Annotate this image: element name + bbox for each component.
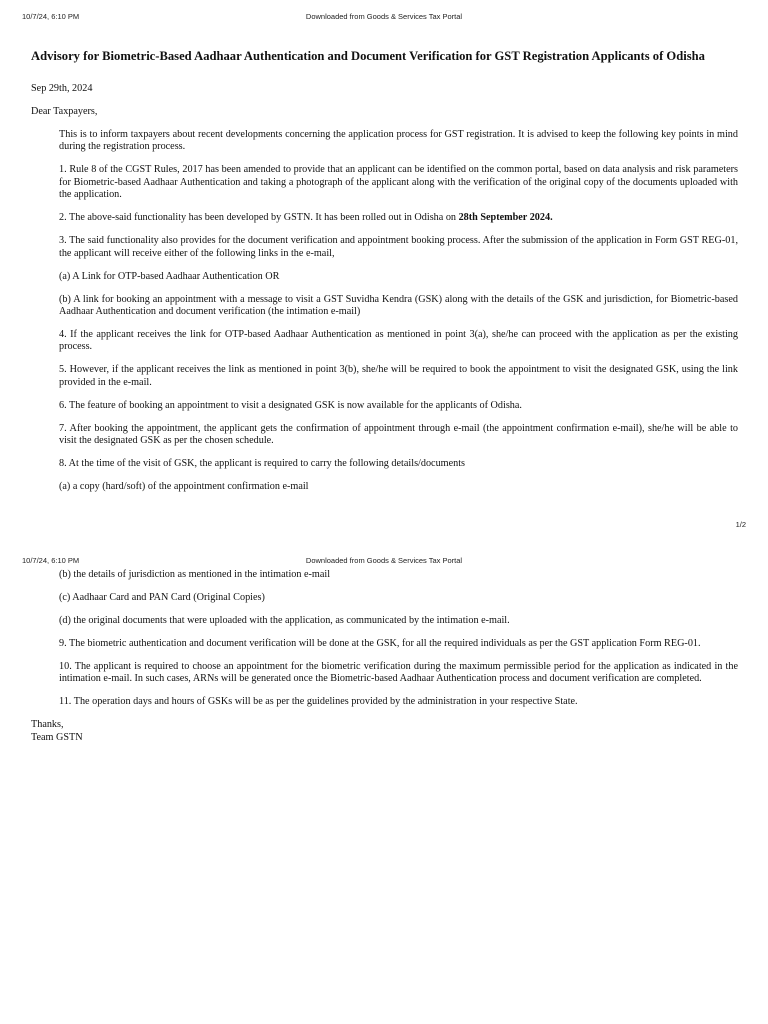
point-8b: (b) the details of jurisdiction as mentioned in the intimation e-mail (59, 569, 331, 580)
point-8d: (d) the original documents that were uploaded with the application, as communicated by the intimation e-mail. (59, 615, 510, 626)
point-3b: (b) A link for booking an appointment with a message to visit a GST Suvidha Kendra (GSK) along with the details of the GSK and jurisdiction, for Biometric-based Aadhaar Authentication and document verification (the intimation e-mail) (59, 293, 738, 318)
closing-thanks: Thanks, (31, 719, 64, 731)
print-source: Downloaded from Goods & Services Tax Portal (305, 12, 463, 21)
point-3: 3. The said functionality also provides for the document verification and appointment booking process. After the submission of the application in Form GST REG-01, the applicant will receive either of the following links in the e-mail, (59, 235, 738, 259)
point-10: 10. The applicant is required to choose an appointment for the biometric verification during the maximum permissible period for the application as indicated in the intimation e-mail. In such cases, ARNs will be generated once the Biometric-based Aadhaar Authentication process and document verification are completed. (59, 661, 738, 685)
rollout-date: 28th September 2024. (458, 212, 553, 224)
intro-paragraph: This is to inform taxpayers about recent developments concerning the application process for GST registration. It is advised to keep the following key points in mind during the registration process. (59, 129, 738, 153)
advisory-title: Advisory for Biometric-Based Aadhaar Authentication and Document Verification for GST Registration Applicants of Odisha (31, 49, 705, 63)
point-8c: (c) Aadhaar Card and PAN Card (Original Copies) (59, 592, 265, 603)
point-6: 6. The feature of booking an appointment to visit a designated GSK is now available for the applicants of Odisha. (59, 399, 522, 411)
print-header (22, 556, 746, 568)
point-11: 11. The operation days and hours of GSKs will be as per the guidelines provided by the administration in your respective State. (59, 696, 578, 708)
point-3a: (a) A Link for OTP-based Aadhaar Authentication OR (59, 270, 280, 282)
salutation: Dear Taxpayers, (31, 106, 98, 117)
print-timestamp: 10/7/24, 6:10 PM (22, 12, 80, 21)
point-8a: (a) a copy (hard/soft) of the appointment confirmation e-mail (59, 481, 309, 493)
point-7: 7. After booking the appointment, the applicant gets the confirmation of appointment through e-mail (the appointment confirmation e-mail), she/he will be able to visit the designated GSK as per the chosen schedule. (59, 422, 738, 447)
point-9: 9. The biometric authentication and document verification will be done at the GSK, for all the required individuals as per the GST application Form REG-01. (59, 638, 701, 649)
advisory-body-part-2 (31, 569, 738, 755)
point-2 (59, 212, 738, 224)
point-2-text: 2. The above-said functionality has been developed by GSTN. It has been rolled out in Odisha on (59, 212, 459, 224)
point-8: 8. At the time of the visit of GSK, the applicant is required to carry the following details/documents (59, 458, 465, 470)
advisory-date: Sep 29th, 2024 (31, 83, 93, 94)
point-4: 4. If the applicant receives the link for OTP-based Aadhaar Authentication as mentioned in point 3(a), she/he can proceed with the application as per the existing process. (59, 329, 738, 353)
document-page-2 (0, 545, 768, 1024)
advisory-body-part-1 (31, 83, 738, 504)
point-1: 1. Rule 8 of the CGST Rules, 2017 has been amended to provide that an applicant can be identified on the common portal, based on data analysis and risk parameters for Biometric-based Aadhaar Authentication and taking a photograph of the applicant along with the verification of the original copy of the documents uploaded with the application. (59, 164, 738, 201)
print-timestamp: 10/7/24, 6:10 PM (22, 556, 80, 565)
closing-signature: Team GSTN (31, 731, 83, 743)
page-number: 1/2 (735, 520, 746, 529)
print-source: Downloaded from Goods & Services Tax Portal (305, 556, 463, 565)
print-header (22, 12, 746, 24)
point-5: 5. However, if the applicant receives the link as mentioned in point 3(b), she/he will be required to book the appointment to visit the designated GSK, using the link provided in the e-mail. (59, 364, 738, 388)
